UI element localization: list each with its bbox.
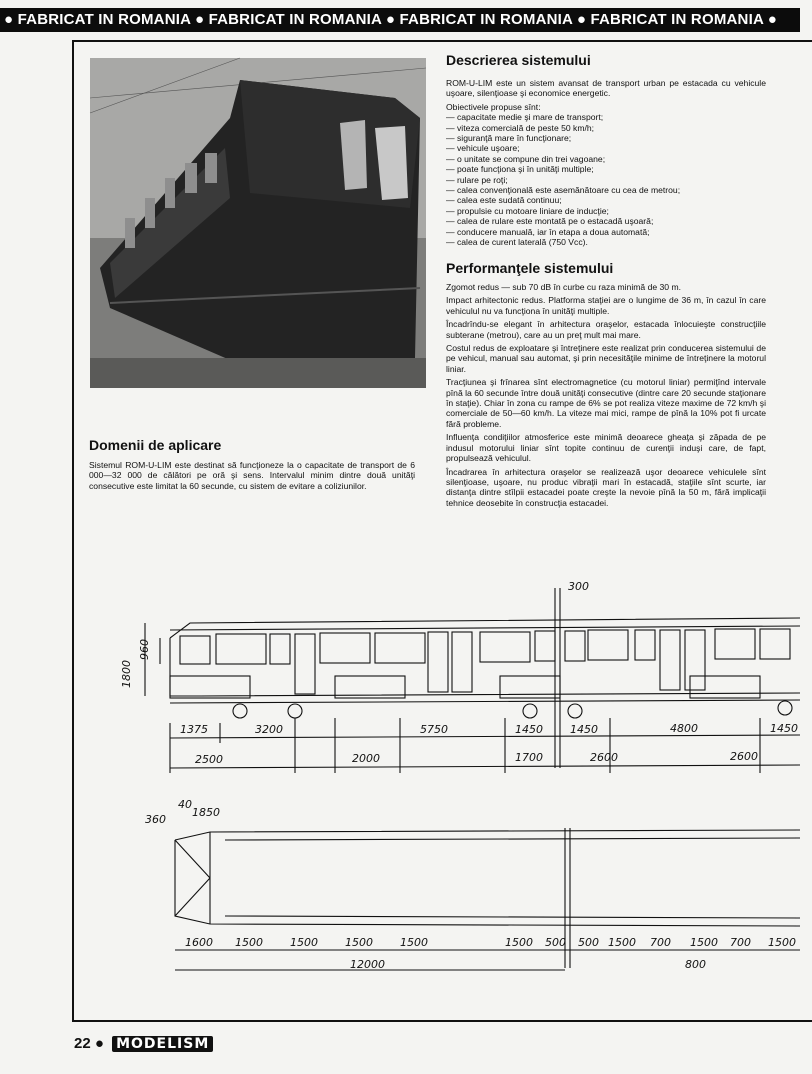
- dim-label: 1500: [768, 936, 796, 949]
- magazine-logo: MODELISM: [112, 1036, 213, 1052]
- performante-paragraph: Încadrarea în arhitectura oraşelor se realizează uşor deoarece vehiculele sînt silenţioase, uşoare, nu produc vibraţii mari în estacadă, staţiile sînt scurte, iar distanţa dintre stîlpii estacadei poate creşte la nevoie pînă la 50 m, fără implicaţii tehnice deosebite în construcţia estacadei.: [446, 466, 766, 508]
- dim-label: 1375: [180, 723, 208, 736]
- list-item: — calea convenţională este asemănătoare cu cea de metrou;: [446, 185, 681, 196]
- descriere-intro: ROM-U-LIM este un sistem avansat de transport urban pe estacada cu vehicule uşoare, silenţioase şi economice energetic.: [446, 78, 766, 99]
- performante-paragraph: Tracţiunea şi frînarea sînt electromagnetice (cu motorul liniar) permiţînd intervale pînă la 60 secunde între două unităţi consecutive (dintre care 20 secunde staţionare în staţie). Chiar în zona cu rampe de 6% se pot realiza viteze maxime de 72 km/h şi comerciale de 50—60 km/h. La viteze mai mici, rampe de pînă la 10% pot fi urcate fără probleme.: [446, 377, 766, 429]
- list-item: — capacitate medie şi mare de transport;: [446, 112, 604, 123]
- performante-body: [446, 282, 766, 511]
- list-item: — viteza comercială de peste 50 km/h;: [446, 122, 595, 133]
- list-item: — o unitate se compune din trei vagoane;: [446, 153, 606, 164]
- drawing-dimensions: [120, 580, 798, 971]
- list-item: — calea este sudată continuu;: [446, 195, 562, 206]
- dim-label: 1450: [515, 723, 543, 736]
- dim-label: 1500: [608, 936, 636, 949]
- dim-label: 1850: [192, 806, 220, 819]
- dim-label: 5750: [420, 723, 448, 736]
- dim-label: 40: [178, 798, 192, 811]
- dim-label: 360: [145, 813, 166, 826]
- dim-label: 1500: [290, 936, 318, 949]
- list-item: — calea de rulare este montată pe o estacadă uşoară;: [446, 216, 654, 227]
- performante-paragraph: Impact arhitectonic redus. Platforma staţiei are o lungime de 36 m, în cazul în care vehiculul nu va funcţiona în unităţi multiple.: [446, 295, 766, 316]
- dim-label: 300: [568, 580, 589, 593]
- dim-label: 1500: [400, 936, 428, 949]
- dim-label: 2500: [195, 753, 223, 766]
- dim-label: 1600: [185, 936, 213, 949]
- section-title-performante: Performanţele sistemului: [446, 260, 614, 276]
- performante-paragraph: Costul redus de exploatare şi întreţinere este realizat prin conducerea sistemului de pe vehicul, manual sau automat, şi prin necesităţile minime de întreţinere la motorul liniar.: [446, 343, 766, 374]
- dim-label: 500: [578, 936, 599, 949]
- list-item: — rulare pe roţi;: [446, 174, 508, 185]
- performante-paragraph: Încadrîndu-se elegant în arhitectura oraşelor, estacada înlocuieşte construcţiile subterane (metrou), care au un preţ mult mai mare.: [446, 319, 766, 340]
- page-footer: [74, 1035, 213, 1052]
- dim-label: 1500: [345, 936, 373, 949]
- dim-label: 500: [545, 936, 566, 949]
- list-item: — vehicule uşoare;: [446, 143, 520, 154]
- dim-label: 12000: [350, 958, 385, 971]
- domenii-body: [89, 460, 415, 494]
- dim-label: 2600: [590, 751, 618, 764]
- objectives-list: [446, 112, 766, 247]
- dim-label: 1450: [570, 723, 598, 736]
- dim-label: 800: [685, 958, 706, 971]
- dim-label: 960: [138, 639, 151, 660]
- dim-label: 1450: [770, 722, 798, 735]
- descriere-body: [446, 78, 766, 248]
- performante-paragraph: Zgomot redus — sub 70 dB în curbe cu raza minimă de 30 m.: [446, 282, 682, 292]
- vehicle-photo: [90, 58, 426, 388]
- dim-label: 2600: [730, 750, 758, 763]
- dim-label: 3200: [255, 723, 283, 736]
- dim-label: 1500: [235, 936, 263, 949]
- dim-label: 4800: [670, 722, 698, 735]
- section-title-descriere: Descrierea sistemului: [446, 52, 591, 68]
- list-item: — calea de curent laterală (750 Vcc).: [446, 237, 588, 248]
- dim-label: 700: [730, 936, 751, 949]
- dim-label: 1700: [515, 751, 543, 764]
- section-title-domenii: Domenii de aplicare: [89, 437, 222, 453]
- page-number: 22 ●: [74, 1035, 104, 1052]
- technical-drawing: [120, 578, 800, 978]
- dim-label: 700: [650, 936, 671, 949]
- performante-paragraph: Influenţa condiţiilor atmosferice este minimă deoarece gheaţa şi zăpada de pe indusul motorului liniar sînt topite continuu de curenţii induşi care, de fapt, propulsează vehiculul.: [446, 432, 766, 464]
- dim-label: 1500: [505, 936, 533, 949]
- dim-label: 2000: [352, 752, 380, 765]
- dim-label: 1800: [120, 660, 133, 688]
- list-item: — siguranţă mare în funcţionare;: [446, 133, 572, 144]
- list-item: — conducere manuală, iar în etapa a doua automată;: [446, 226, 650, 237]
- country-banner: ● FABRICAT IN ROMANIA ● FABRICAT IN ROMANIA ● FABRICAT IN ROMANIA ● FABRICAT IN ROMANIA ●: [0, 8, 800, 32]
- domenii-text: Sistemul ROM-U-LIM este destinat să funcţioneze la o capacitate de transport de 6 000—32 000 de călători pe oră şi sens. Intervalul minim dintre două unităţi consecutive este limitat la 60 secunde, cu sistem de evitare a coliziunilor.: [89, 460, 415, 491]
- dim-label: 1500: [690, 936, 718, 949]
- list-item: — poate funcţiona şi în unităţi multiple;: [446, 164, 594, 175]
- objectives-heading: Obiectivele propuse sînt:: [446, 101, 541, 112]
- list-item: — propulsie cu motoare liniare de inducţie;: [446, 205, 609, 216]
